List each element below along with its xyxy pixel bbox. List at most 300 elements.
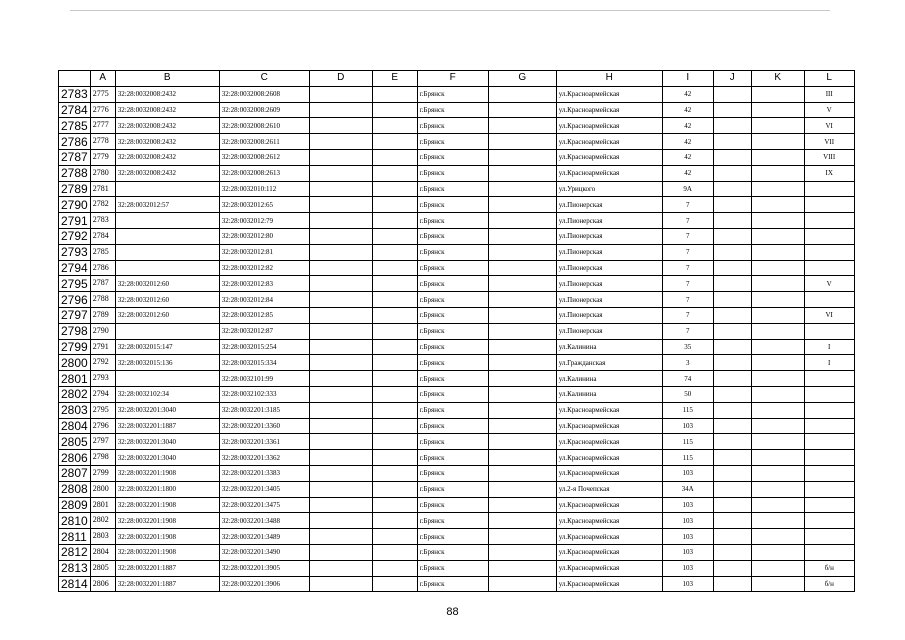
table-row (59, 544, 855, 560)
cell-h: ул.Красноармейская (556, 165, 662, 181)
cell-a: 2789 (90, 307, 115, 323)
cell-i: 103 (662, 529, 713, 545)
cell-i: 115 (662, 450, 713, 466)
cell-k (751, 149, 804, 165)
cell-b: 32:28:0032012:57 (115, 197, 219, 213)
cell-f: г.Брянск (417, 149, 488, 165)
cell-a: 2796 (90, 418, 115, 434)
cell-a: 2790 (90, 323, 115, 339)
cell-d (309, 134, 372, 150)
cell-h: ул.Красноармейская (556, 544, 662, 560)
cell-c: 32:28:0032102:333 (219, 386, 309, 402)
cell-k (751, 529, 804, 545)
cell-c: 32:28:0032008:2610 (219, 118, 309, 134)
cell-j (713, 513, 751, 529)
cell-j (713, 481, 751, 497)
cell-i: 42 (662, 134, 713, 150)
cell-b (115, 244, 219, 260)
column-header-e: E (372, 71, 417, 87)
row-number: 2785 (59, 118, 91, 134)
cell-g (488, 434, 556, 450)
cell-k (751, 323, 804, 339)
table-row (59, 228, 855, 244)
cell-k (751, 228, 804, 244)
table-row (59, 149, 855, 165)
cell-d (309, 434, 372, 450)
cell-k (751, 244, 804, 260)
cell-c: 32:28:0032201:3906 (219, 576, 309, 592)
cell-c: 32:28:0032015:334 (219, 355, 309, 371)
cell-f: г.Брянск (417, 244, 488, 260)
cell-k (751, 307, 804, 323)
cell-a: 2780 (90, 165, 115, 181)
cell-j (713, 560, 751, 576)
cell-g (488, 576, 556, 592)
cell-j (713, 339, 751, 355)
cell-b: 32:28:0032201:1908 (115, 544, 219, 560)
cell-d (309, 513, 372, 529)
cell-l (804, 371, 854, 387)
page-number: 88 (446, 606, 459, 618)
cell-g (488, 228, 556, 244)
row-number: 2793 (59, 244, 91, 260)
cell-e (372, 197, 417, 213)
cell-c: 32:28:0032012:83 (219, 276, 309, 292)
cell-a: 2775 (90, 86, 115, 102)
cell-l: б/н (804, 576, 854, 592)
cell-a: 2779 (90, 149, 115, 165)
cell-c: 32:28:0032012:85 (219, 307, 309, 323)
cell-a: 2806 (90, 576, 115, 592)
cell-k (751, 355, 804, 371)
cell-f: г.Брянск (417, 102, 488, 118)
cell-b (115, 323, 219, 339)
cell-c: 32:28:0032010:112 (219, 181, 309, 197)
column-header-b: B (115, 71, 219, 87)
cell-g (488, 402, 556, 418)
cell-i: 7 (662, 307, 713, 323)
cell-b: 32:28:0032201:1908 (115, 465, 219, 481)
cell-b: 32:28:0032201:3040 (115, 434, 219, 450)
cell-l (804, 228, 854, 244)
cell-j (713, 529, 751, 545)
cell-i: 42 (662, 102, 713, 118)
row-number: 2803 (59, 402, 91, 418)
cell-j (713, 276, 751, 292)
row-number: 2786 (59, 134, 91, 150)
cell-b: 32:28:0032012:60 (115, 292, 219, 308)
cell-c: 32:28:0032201:3360 (219, 418, 309, 434)
cell-e (372, 86, 417, 102)
cell-h: ул.Пионерская (556, 276, 662, 292)
page-top-rule (70, 10, 830, 11)
cell-f: г.Брянск (417, 481, 488, 497)
cell-l (804, 181, 854, 197)
cell-h: ул.Красноармейская (556, 118, 662, 134)
cell-c: 32:28:0032201:3361 (219, 434, 309, 450)
cell-h: ул.Красноармейская (556, 560, 662, 576)
cell-e (372, 465, 417, 481)
row-number: 2807 (59, 465, 91, 481)
row-number: 2795 (59, 276, 91, 292)
cell-f: г.Брянск (417, 513, 488, 529)
cell-c: 32:28:0032201:3490 (219, 544, 309, 560)
cell-b: 32:28:0032201:3040 (115, 402, 219, 418)
cell-f: г.Брянск (417, 371, 488, 387)
cell-f: г.Брянск (417, 402, 488, 418)
cell-c: 32:28:0032201:3362 (219, 450, 309, 466)
cell-a: 2791 (90, 339, 115, 355)
cell-j (713, 118, 751, 134)
row-number: 2809 (59, 497, 91, 513)
table-row (59, 434, 855, 450)
cell-j (713, 260, 751, 276)
cell-d (309, 371, 372, 387)
cell-i: 7 (662, 292, 713, 308)
cell-h: ул.Пионерская (556, 292, 662, 308)
cell-l (804, 544, 854, 560)
row-number: 2797 (59, 307, 91, 323)
cell-d (309, 181, 372, 197)
cell-d (309, 418, 372, 434)
cell-l (804, 497, 854, 513)
cell-g (488, 149, 556, 165)
row-number: 2791 (59, 213, 91, 229)
table-row (59, 276, 855, 292)
cell-d (309, 529, 372, 545)
row-number: 2810 (59, 513, 91, 529)
table-row (59, 355, 855, 371)
cell-i: 42 (662, 118, 713, 134)
cell-a: 2795 (90, 402, 115, 418)
cell-g (488, 450, 556, 466)
cell-i: 7 (662, 213, 713, 229)
table-row (59, 576, 855, 592)
row-number: 2798 (59, 323, 91, 339)
cell-i: 7 (662, 260, 713, 276)
cell-g (488, 181, 556, 197)
cell-f: г.Брянск (417, 465, 488, 481)
cell-i: 74 (662, 371, 713, 387)
cell-f: г.Брянск (417, 544, 488, 560)
cell-f: г.Брянск (417, 529, 488, 545)
cell-k (751, 386, 804, 402)
cell-h: ул.Красноармейская (556, 86, 662, 102)
column-header-h: H (556, 71, 662, 87)
table-row (59, 450, 855, 466)
cell-i: 7 (662, 197, 713, 213)
cell-k (751, 513, 804, 529)
table-row (59, 102, 855, 118)
cell-a: 2799 (90, 465, 115, 481)
row-number: 2788 (59, 165, 91, 181)
table-row (59, 86, 855, 102)
cell-e (372, 228, 417, 244)
cell-f: г.Брянск (417, 560, 488, 576)
cell-j (713, 371, 751, 387)
cell-d (309, 465, 372, 481)
cell-k (751, 560, 804, 576)
cell-k (751, 465, 804, 481)
cell-i: 115 (662, 402, 713, 418)
table-row (59, 465, 855, 481)
cell-k (751, 450, 804, 466)
cell-e (372, 371, 417, 387)
cell-h: ул.2-я Почепская (556, 481, 662, 497)
cell-i: 103 (662, 513, 713, 529)
row-number: 2792 (59, 228, 91, 244)
cell-g (488, 276, 556, 292)
row-number: 2783 (59, 86, 91, 102)
cell-d (309, 260, 372, 276)
cell-b: 32:28:0032201:1908 (115, 529, 219, 545)
cell-k (751, 544, 804, 560)
column-header-l: L (804, 71, 854, 87)
cell-c: 32:28:0032008:2611 (219, 134, 309, 150)
column-header-a: A (90, 71, 115, 87)
cell-k (751, 86, 804, 102)
cell-b: 32:28:0032008:2432 (115, 102, 219, 118)
cell-g (488, 323, 556, 339)
cell-h: ул.Красноармейская (556, 497, 662, 513)
cell-h: ул.Красноармейская (556, 576, 662, 592)
cell-i: 115 (662, 434, 713, 450)
cell-j (713, 213, 751, 229)
cell-b: 32:28:0032015:136 (115, 355, 219, 371)
row-number: 2804 (59, 418, 91, 434)
cell-c: 32:28:0032008:2608 (219, 86, 309, 102)
row-number: 2790 (59, 197, 91, 213)
cell-h: ул.Красноармейская (556, 102, 662, 118)
cell-d (309, 481, 372, 497)
cell-f: г.Брянск (417, 434, 488, 450)
cell-k (751, 418, 804, 434)
cell-e (372, 149, 417, 165)
cell-j (713, 386, 751, 402)
cell-j (713, 149, 751, 165)
cell-d (309, 339, 372, 355)
column-header-k: K (751, 71, 804, 87)
cell-b: 32:28:0032201:1800 (115, 481, 219, 497)
cell-j (713, 402, 751, 418)
cell-a: 2777 (90, 118, 115, 134)
row-number: 2802 (59, 386, 91, 402)
cell-j (713, 434, 751, 450)
cell-h: ул.Красноармейская (556, 465, 662, 481)
cell-j (713, 418, 751, 434)
cell-l: V (804, 102, 854, 118)
cell-c: 32:28:0032012:79 (219, 213, 309, 229)
table-row (59, 402, 855, 418)
cell-f: г.Брянск (417, 418, 488, 434)
cell-c: 32:28:0032101:99 (219, 371, 309, 387)
cell-f: г.Брянск (417, 386, 488, 402)
cell-e (372, 386, 417, 402)
table-row (59, 213, 855, 229)
cell-d (309, 355, 372, 371)
cell-h: ул.Красноармейская (556, 434, 662, 450)
cell-g (488, 560, 556, 576)
row-number: 2814 (59, 576, 91, 592)
cell-l: VI (804, 118, 854, 134)
cell-k (751, 481, 804, 497)
cell-b: 32:28:0032008:2432 (115, 134, 219, 150)
cell-g (488, 513, 556, 529)
table-row (59, 529, 855, 545)
cell-b (115, 260, 219, 276)
cell-l: I (804, 355, 854, 371)
cell-j (713, 576, 751, 592)
cell-b: 32:28:0032012:60 (115, 276, 219, 292)
table-row (59, 497, 855, 513)
cell-g (488, 544, 556, 560)
cell-k (751, 371, 804, 387)
cell-e (372, 402, 417, 418)
cell-j (713, 181, 751, 197)
cell-h: ул.Красноармейская (556, 513, 662, 529)
cell-g (488, 497, 556, 513)
cell-j (713, 450, 751, 466)
row-number: 2789 (59, 181, 91, 197)
cell-i: 34А (662, 481, 713, 497)
cell-h: ул.Красноармейская (556, 418, 662, 434)
cell-j (713, 544, 751, 560)
cell-l (804, 418, 854, 434)
column-header-corner (59, 71, 91, 87)
cell-e (372, 244, 417, 260)
table-row (59, 260, 855, 276)
cell-d (309, 402, 372, 418)
cell-e (372, 355, 417, 371)
cell-k (751, 402, 804, 418)
cell-i: 103 (662, 544, 713, 560)
cell-k (751, 181, 804, 197)
cell-b: 32:28:0032012:60 (115, 307, 219, 323)
cell-i: 7 (662, 228, 713, 244)
cell-l (804, 197, 854, 213)
cell-h: ул.Пионерская (556, 228, 662, 244)
cell-e (372, 339, 417, 355)
cell-a: 2781 (90, 181, 115, 197)
table-row (59, 197, 855, 213)
cell-h: ул.Калинина (556, 339, 662, 355)
cell-i: 42 (662, 149, 713, 165)
table-row (59, 560, 855, 576)
cell-c: 32:28:0032012:81 (219, 244, 309, 260)
cell-b: 32:28:0032008:2432 (115, 118, 219, 134)
cell-i: 103 (662, 497, 713, 513)
cell-e (372, 497, 417, 513)
cell-j (713, 197, 751, 213)
cell-h: ул.Пионерская (556, 307, 662, 323)
cell-g (488, 197, 556, 213)
column-header-g: G (488, 71, 556, 87)
cell-f: г.Брянск (417, 497, 488, 513)
cell-c: 32:28:0032201:3405 (219, 481, 309, 497)
cell-k (751, 165, 804, 181)
cell-c: 32:28:0032012:80 (219, 228, 309, 244)
cell-e (372, 260, 417, 276)
row-number: 2805 (59, 434, 91, 450)
cell-j (713, 165, 751, 181)
cell-d (309, 165, 372, 181)
column-header-c: C (219, 71, 309, 87)
cell-e (372, 560, 417, 576)
cell-e (372, 276, 417, 292)
cell-k (751, 276, 804, 292)
cell-l (804, 292, 854, 308)
spreadsheet-table (58, 70, 855, 592)
cell-j (713, 497, 751, 513)
cell-c: 32:28:0032012:87 (219, 323, 309, 339)
cell-k (751, 102, 804, 118)
cell-b: 32:28:0032201:1887 (115, 418, 219, 434)
cell-h: ул.Урицкого (556, 181, 662, 197)
cell-e (372, 323, 417, 339)
row-number: 2800 (59, 355, 91, 371)
cell-b: 32:28:0032008:2432 (115, 149, 219, 165)
cell-d (309, 450, 372, 466)
row-number: 2784 (59, 102, 91, 118)
cell-l (804, 465, 854, 481)
cell-f: г.Брянск (417, 228, 488, 244)
cell-c: 32:28:0032201:3905 (219, 560, 309, 576)
cell-g (488, 118, 556, 134)
cell-a: 2785 (90, 244, 115, 260)
row-number: 2813 (59, 560, 91, 576)
table-row (59, 165, 855, 181)
cell-d (309, 576, 372, 592)
cell-d (309, 560, 372, 576)
row-number: 2812 (59, 544, 91, 560)
cell-j (713, 228, 751, 244)
cell-c: 32:28:0032008:2612 (219, 149, 309, 165)
cell-d (309, 102, 372, 118)
cell-g (488, 213, 556, 229)
row-number: 2811 (59, 529, 91, 545)
cell-e (372, 292, 417, 308)
cell-l: IX (804, 165, 854, 181)
cell-f: г.Брянск (417, 165, 488, 181)
cell-a: 2793 (90, 371, 115, 387)
cell-b (115, 371, 219, 387)
table-row (59, 339, 855, 355)
cell-h: ул.Гражданская (556, 355, 662, 371)
cell-g (488, 260, 556, 276)
cell-c: 32:28:0032008:2613 (219, 165, 309, 181)
cell-k (751, 260, 804, 276)
cell-f: г.Брянск (417, 576, 488, 592)
cell-k (751, 197, 804, 213)
cell-f: г.Брянск (417, 134, 488, 150)
cell-f: г.Брянск (417, 118, 488, 134)
cell-g (488, 355, 556, 371)
cell-f: г.Брянск (417, 307, 488, 323)
row-number: 2808 (59, 481, 91, 497)
cell-l (804, 323, 854, 339)
cell-k (751, 292, 804, 308)
cell-k (751, 134, 804, 150)
cell-i: 50 (662, 386, 713, 402)
table-row (59, 323, 855, 339)
cell-l: III (804, 86, 854, 102)
cell-d (309, 292, 372, 308)
cell-e (372, 576, 417, 592)
cell-c: 32:28:0032201:3488 (219, 513, 309, 529)
cell-e (372, 434, 417, 450)
cell-f: г.Брянск (417, 213, 488, 229)
cell-b: 32:28:0032008:2432 (115, 86, 219, 102)
